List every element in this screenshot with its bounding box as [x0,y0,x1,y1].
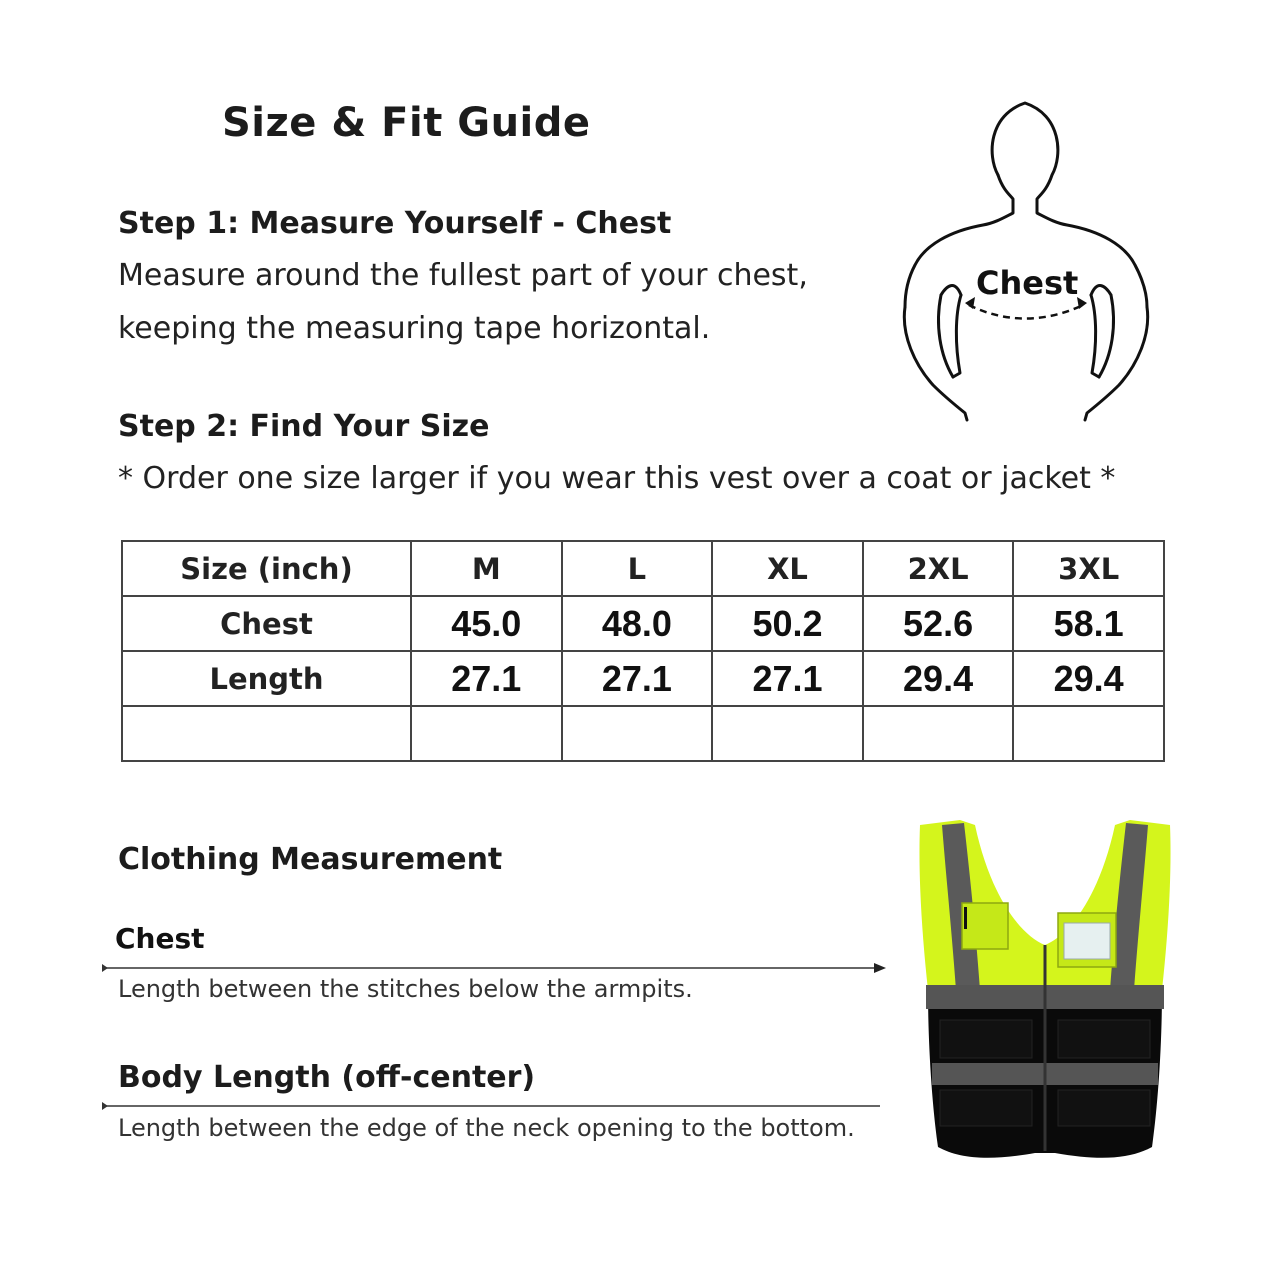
table-header-cell: Size (inch) [122,541,411,596]
table-cell: 27.1 [562,651,713,706]
chest-arrow-line [100,960,890,976]
body-length-arrow-line [100,1098,890,1114]
table-cell: 27.1 [712,651,863,706]
step2-heading: Step 2: Find Your Size [118,409,490,444]
table-row-label: Length [122,651,411,706]
body-length-description: Length between the edge of the neck opening to the bottom. [118,1114,855,1142]
table-cell: 50.2 [712,596,863,651]
table-header-cell: L [562,541,713,596]
table-row-label: Chest [122,596,411,651]
table-cell-empty [863,706,1014,761]
table-cell-empty [122,706,411,761]
step2-note: * Order one size larger if you wear this vest over a coat or jacket * [118,461,1116,496]
table-header-cell: M [411,541,562,596]
table-cell-empty [411,706,562,761]
page-title: Size & Fit Guide [222,100,591,146]
table-cell-empty [712,706,863,761]
body-silhouette-illustration [895,95,1165,425]
table-cell: 48.0 [562,596,713,651]
table-row [122,596,1164,651]
table-cell: 27.1 [411,651,562,706]
chest-measurement-description: Length between the stitches below the armpits. [118,975,693,1003]
table-cell: 45.0 [411,596,562,651]
table-header-cell: 2XL [863,541,1014,596]
step1-instruction-line1: Measure around the fullest part of your chest, [118,258,808,293]
table-cell-empty [562,706,713,761]
step1-heading: Step 1: Measure Yourself - Chest [118,206,672,241]
chest-figure-label: Chest [976,264,1079,302]
table-cell: 52.6 [863,596,1014,651]
safety-vest-image [900,795,1190,1175]
table-cell-empty [1013,706,1164,761]
step1-instruction-line2: keeping the measuring tape horizontal. [118,311,711,346]
table-header-cell: 3XL [1013,541,1164,596]
body-length-heading: Body Length (off-center) [118,1060,536,1095]
table-cell: 29.4 [1013,651,1164,706]
chest-measurement-heading: Chest [115,922,205,955]
table-row [122,651,1164,706]
table-row-empty [122,706,1164,761]
table-cell: 29.4 [863,651,1014,706]
table-header-cell: XL [712,541,863,596]
clothing-measurement-heading: Clothing Measurement [118,842,503,877]
size-table [121,540,1165,762]
table-cell: 58.1 [1013,596,1164,651]
table-header-row [122,541,1164,596]
